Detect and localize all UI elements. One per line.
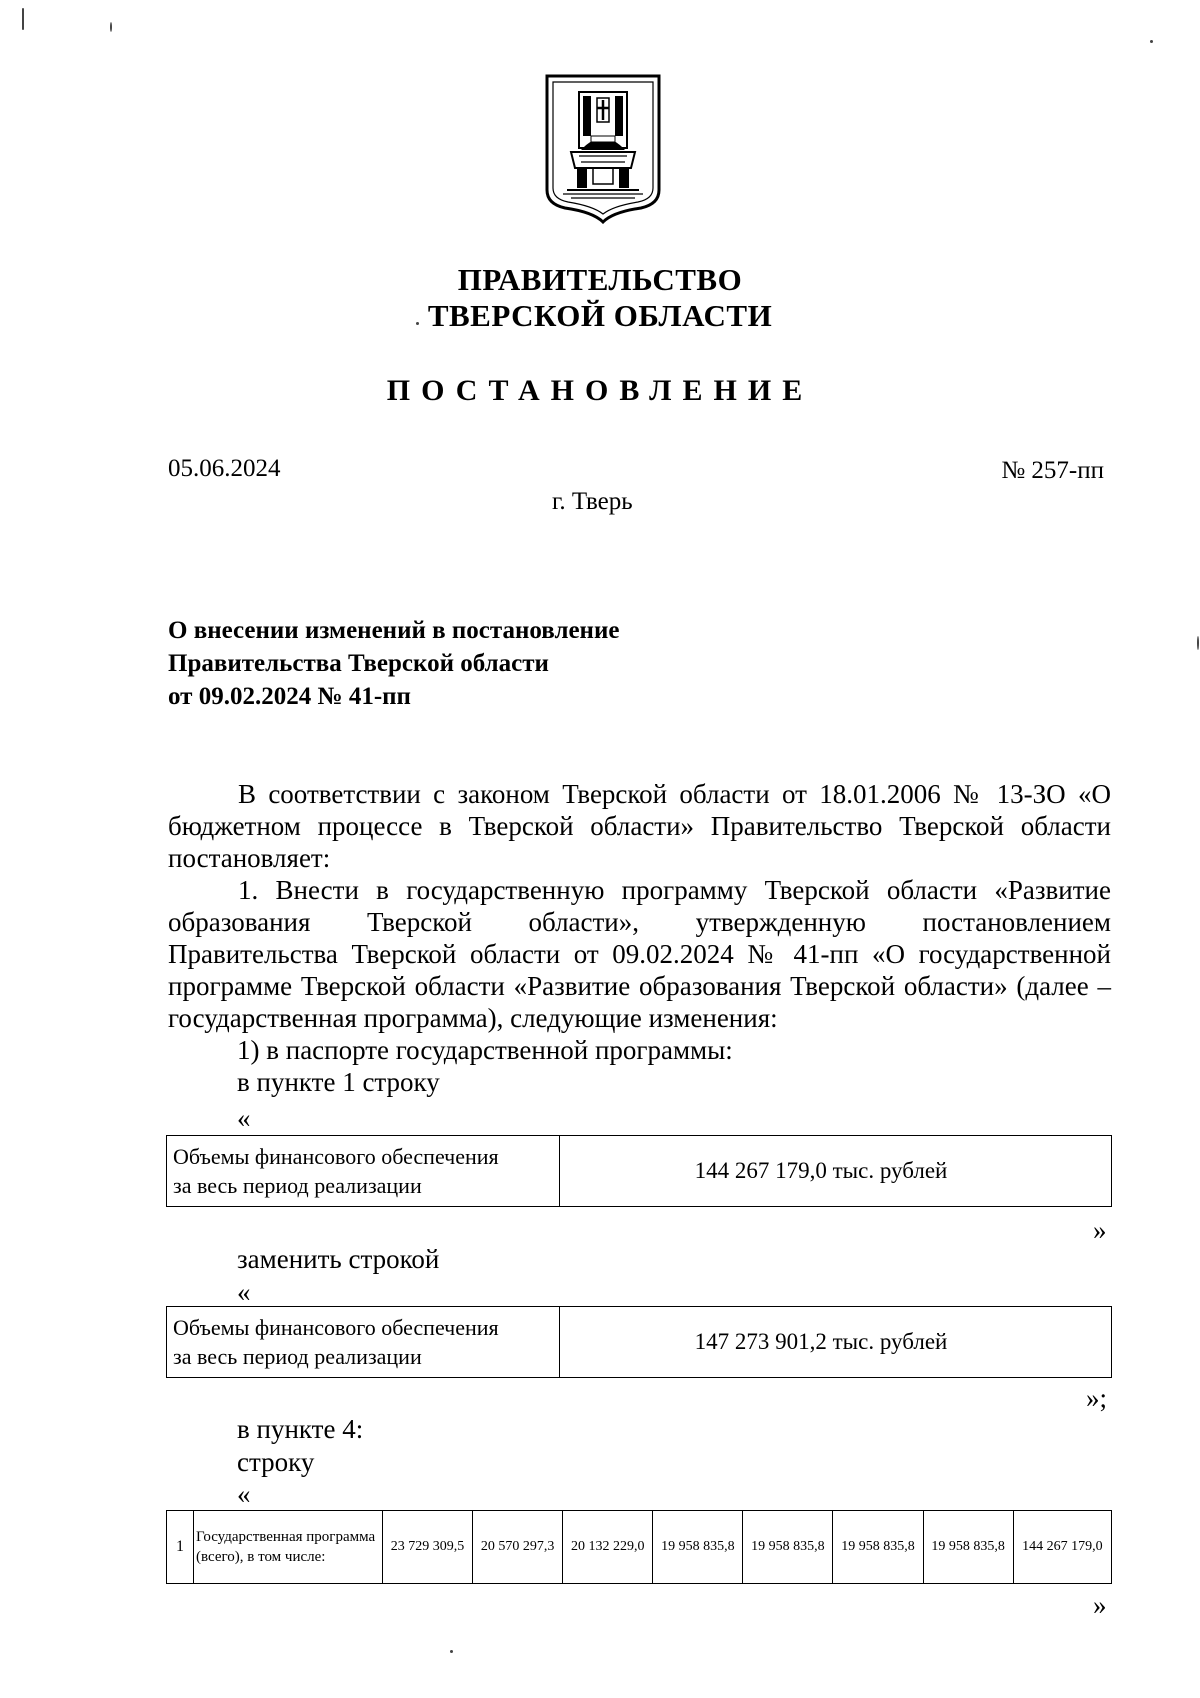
- close-quote: »: [1093, 1590, 1107, 1620]
- point-1-text: в пункте 1 строку: [237, 1067, 440, 1097]
- finance-label-cell: [167, 1307, 560, 1378]
- subject-block: [168, 614, 619, 713]
- finance-table-old: [166, 1135, 1112, 1207]
- finance-value-new: 147 273 901,2 тыс. рублей: [560, 1307, 1112, 1378]
- subject-line: О внесении изменений в постановление: [168, 617, 620, 644]
- subject-line: Правительства Тверской области: [168, 650, 549, 677]
- finance-label-line: за весь период реализации: [173, 1173, 422, 1198]
- preamble-paragraph: В соответствии с законом Тверской области от 18.01.2006 № 13-ЗО «О бюджетном процессе в Тверской области» Правительство Тверской области постановляет:: [168, 779, 1111, 873]
- year-value-cell: 19 958 835,8: [833, 1511, 923, 1584]
- program-table: [166, 1510, 1112, 1584]
- finance-value-old: 144 267 179,0 тыс. рублей: [560, 1136, 1112, 1207]
- finance-label-cell: [167, 1136, 560, 1207]
- amendment-paragraph-start: 1. Внести в государственную программу Тверской области «Развитие образования Тверской области», утвержденную постановлением: [168, 875, 1111, 937]
- scan-mark: [1197, 636, 1199, 650]
- scan-mark: [416, 322, 419, 325]
- scan-mark: [450, 1650, 453, 1653]
- table-row: [167, 1136, 1112, 1207]
- year-value-cell: 19 958 835,8: [743, 1511, 833, 1584]
- year-value-cell: 20 570 297,3: [473, 1511, 563, 1584]
- document-date: 05.06.2024: [168, 455, 281, 482]
- amendment-paragraph-rest: Правительства Тверской области от 09.02.2024 № 41-пп «О государственной программе Тверской области «Развитие образования Тверской области» (далее – государственная программа), следующие изменения:: [168, 939, 1111, 1033]
- year-value-cell: 19 958 835,8: [923, 1511, 1013, 1584]
- subject-line: от 09.02.2024 № 41-пп: [168, 683, 411, 710]
- document-type: ПОСТАНОВЛЕНИЕ: [386, 374, 814, 407]
- table-row: [167, 1511, 1112, 1584]
- table-row: [167, 1307, 1112, 1378]
- row-number: 1: [167, 1511, 194, 1584]
- city: г. Тверь: [552, 488, 633, 515]
- item-1: 1) в паспорте государственной программы:: [237, 1035, 733, 1065]
- scan-mark: [1150, 40, 1153, 43]
- open-quote: «: [237, 1479, 251, 1509]
- year-value-cell: 19 958 835,8: [653, 1511, 743, 1584]
- total-value-cell: 144 267 179,0: [1013, 1511, 1111, 1584]
- document-number: № 257-пп: [1001, 457, 1104, 484]
- open-quote: «: [237, 1103, 251, 1133]
- open-quote: «: [237, 1277, 251, 1307]
- year-value-cell: 23 729 309,5: [383, 1511, 473, 1584]
- org-name-line2: ТВЕРСКОЙ ОБЛАСТИ: [427, 298, 773, 333]
- scan-mark: [22, 8, 24, 30]
- finance-label-line: Объемы финансового обеспечения: [173, 1144, 499, 1169]
- coat-of-arms-icon: [541, 72, 665, 224]
- finance-label-line: за весь период реализации: [173, 1344, 422, 1369]
- finance-table-new: [166, 1306, 1112, 1378]
- org-name-line1: ПРАВИТЕЛЬСТВО: [457, 262, 743, 297]
- row-word: строку: [237, 1447, 315, 1477]
- point-4-text: в пункте 4:: [237, 1414, 364, 1444]
- close-quote-semicolon: »;: [1086, 1383, 1108, 1413]
- program-name: Государственная программа (всего), в том числе:: [194, 1511, 383, 1584]
- replace-text: заменить строкой: [237, 1244, 440, 1274]
- year-value-cell: 20 132 229,0: [563, 1511, 653, 1584]
- scan-mark: [110, 22, 112, 32]
- finance-label-line: Объемы финансового обеспечения: [173, 1315, 499, 1340]
- close-quote: »: [1093, 1215, 1107, 1245]
